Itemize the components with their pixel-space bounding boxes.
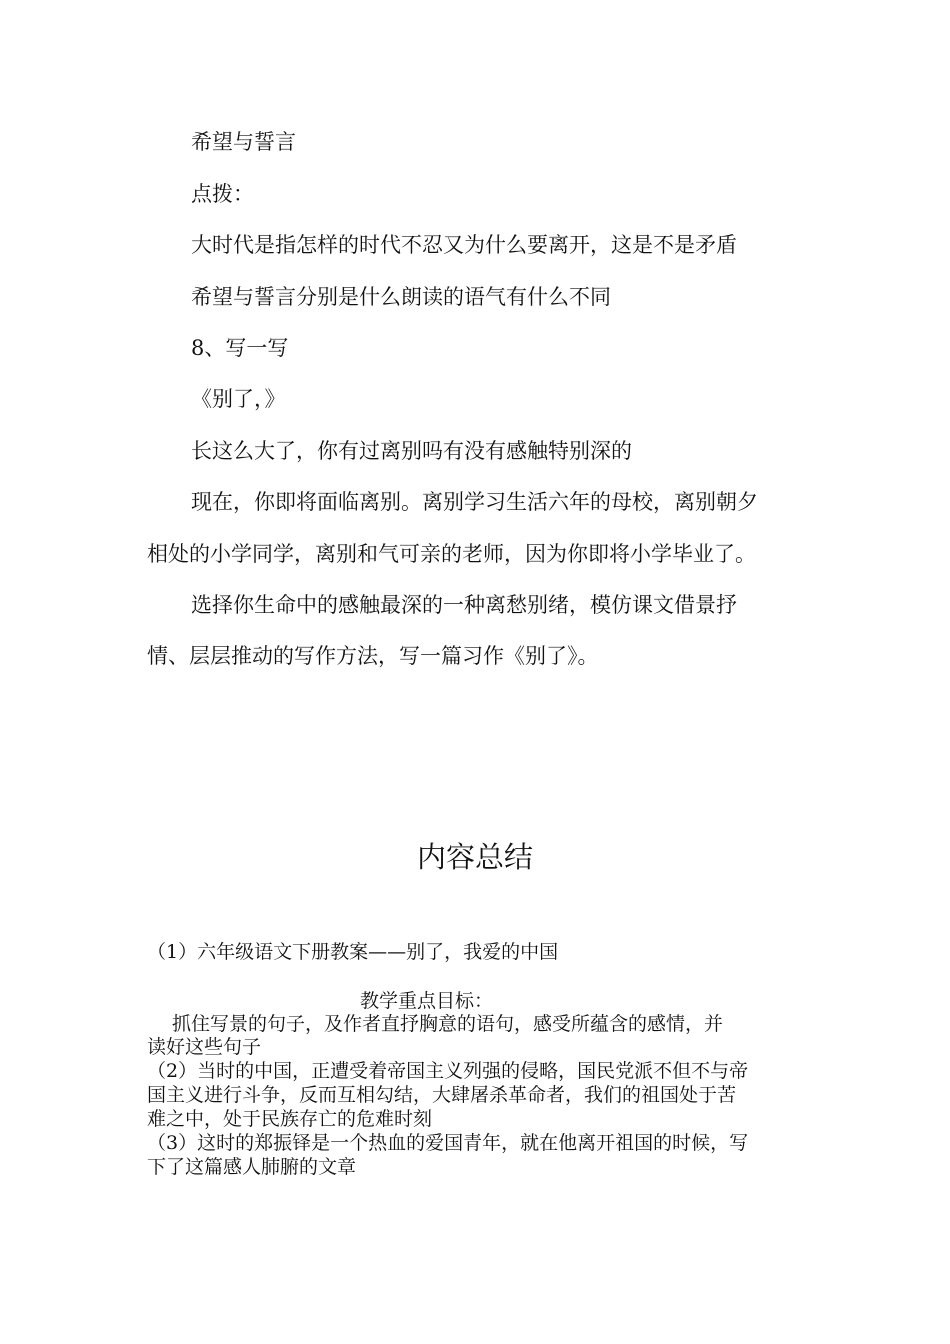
text-line-write-heading: 8、写一写 xyxy=(191,336,289,360)
text-line-question-tone: 希望与誓言分别是什么朗读的语气有什么不同 xyxy=(191,285,611,309)
text-line-task-1: 选择你生命中的感触最深的一种离愁别绪，模仿课文借景抒 xyxy=(191,593,737,617)
text-line-question-era: 大时代是指怎样的时代不忍又为什么要离开，这是不是矛盾 xyxy=(191,233,737,257)
text-line-farewell-2: 相处的小学同学，离别和气可亲的老师，因为你即将小学毕业了。 xyxy=(147,542,756,566)
summary-item-1: （1）六年级语文下册教案——别了，我爱的中国 xyxy=(147,941,559,963)
text-line-hope-vow: 希望与誓言 xyxy=(191,130,296,154)
goal-line-2: 读好这些句子 xyxy=(147,1036,262,1058)
text-line-prompt: 长这么大了，你有过离别吗有没有感触特别深的 xyxy=(191,439,632,463)
summary-title: 内容总结 xyxy=(416,840,533,874)
summary-item-2-line-1: （2）当时的中国，正遭受着帝国主义列强的侵略，国民党派不但不与帝 xyxy=(147,1060,749,1082)
text-line-essay-title: 《别了，》 xyxy=(191,387,286,411)
summary-item-3-line-1: （3）这时的郑振铎是一个热血的爱国青年，就在他离开祖国的时候，写 xyxy=(147,1132,749,1154)
goal-heading: 教学重点目标： xyxy=(360,990,494,1012)
text-line-task-2: 情、层层推动的写作方法，写一篇习作《别了》。 xyxy=(147,644,599,668)
summary-item-3-line-2: 下了这篇感人肺腑的文章 xyxy=(147,1156,357,1178)
summary-item-2-line-3: 难之中，处于民族存亡的危难时刻 xyxy=(147,1108,433,1130)
text-line-farewell-1: 现在，你即将面临离别。离别学习生活六年的母校，离别朝夕 xyxy=(191,490,758,514)
goal-line-1: 抓住写景的句子，及作者直抒胸意的语句，感受所蕴含的感情，并 xyxy=(172,1013,724,1035)
summary-item-2-line-2: 国主义进行斗争，反而互相勾结，大肆屠杀革命者，我们的祖国处于苦 xyxy=(147,1084,737,1106)
text-line-guidance: 点拨： xyxy=(191,182,254,206)
